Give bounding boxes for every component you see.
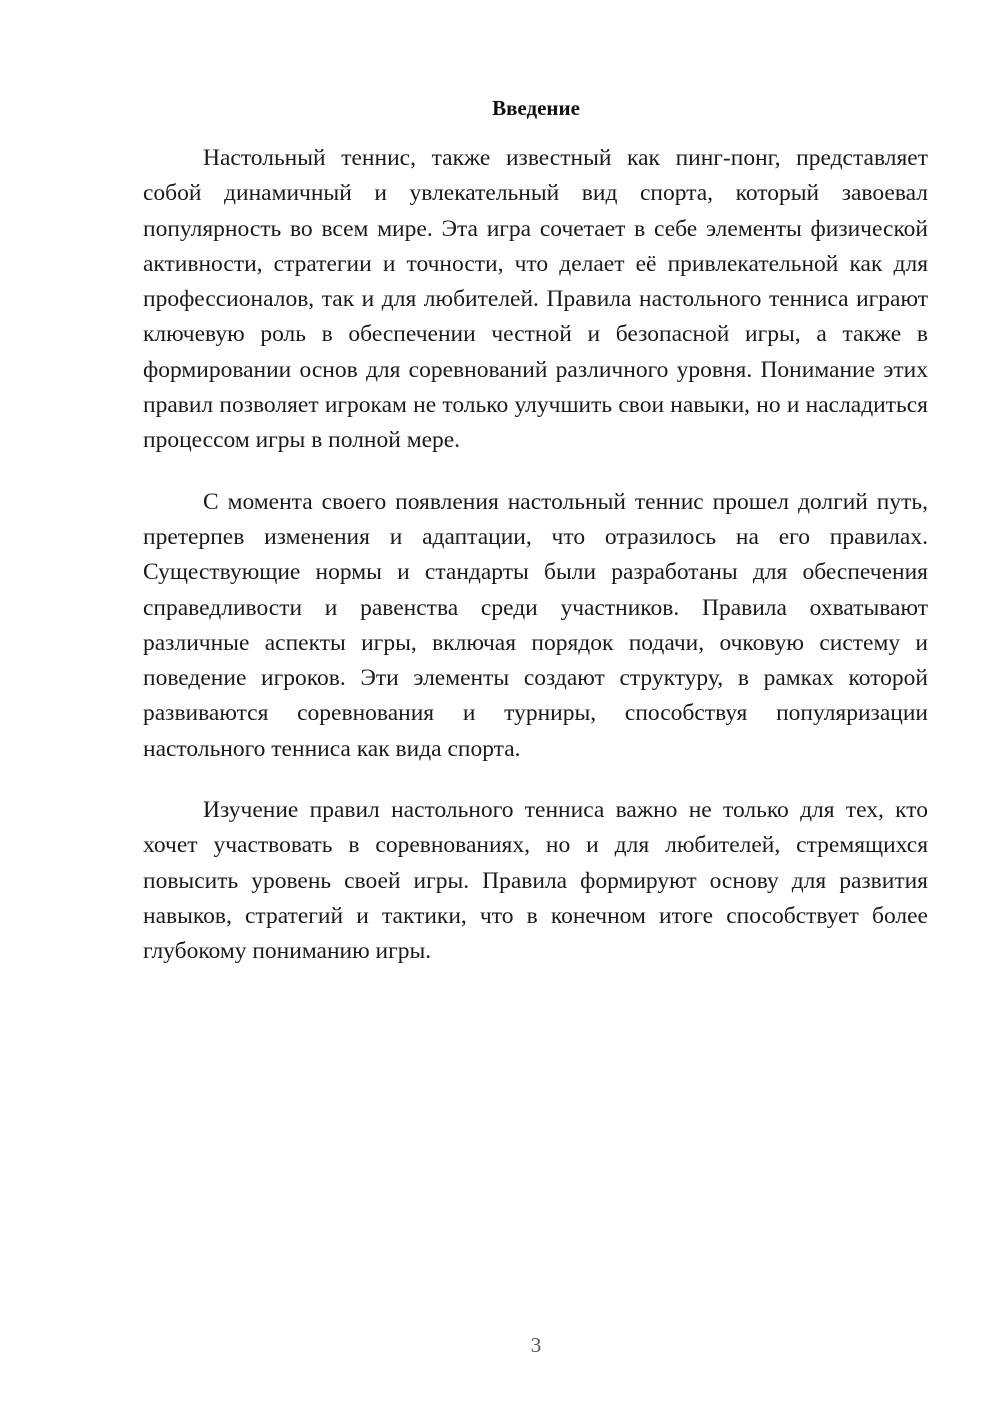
paragraph-1: Настольный теннис, также известный как пинг-понг, представляет собой динамичный и увлекательный вид спорта, который завоевал популярность во всем мире. Эта игра сочетает в себе элементы физической активности, стратегии и точности, что делает её привлекательной как для профессионалов, так и для любителей. Правила настольного тенниса играют ключевую роль в обеспечении честной и безопасной игры, а также в формировании основ для соревнований различного уровня. Понимание этих правил позволяет игрокам не только улучшить свои навыки, но и насладиться процессом игры в полной мере. — [143, 145, 928, 454]
body-text — [143, 141, 928, 996]
paragraph-2: С момента своего появления настольный теннис прошел долгий путь, претерпев изменения и адаптации, что отразилось на его правилах. Существующие нормы и стандарты были разработаны для обеспечения справедливости и равенства среди участников. Правила охватывают различные аспекты игры, включая порядок подачи, очковую систему и поведение игроков. Эти элементы создают структуру, в рамках которой развиваются соревнования и турниры, способствуя популяризации настольного тенниса как вида спорта. — [143, 488, 928, 762]
page-number: 3 — [530, 1333, 542, 1357]
section-title: Введение — [492, 96, 580, 120]
paragraph-3: Изучение правил настольного тенниса важно не только для тех, кто хочет участвовать в соревнованиях, но и для любителей, стремящихся повысить уровень своей игры. Правила формируют основу для развития навыков, стратегий и тактики, что в конечном итоге способствует более глубокому пониманию игры. — [143, 797, 928, 965]
